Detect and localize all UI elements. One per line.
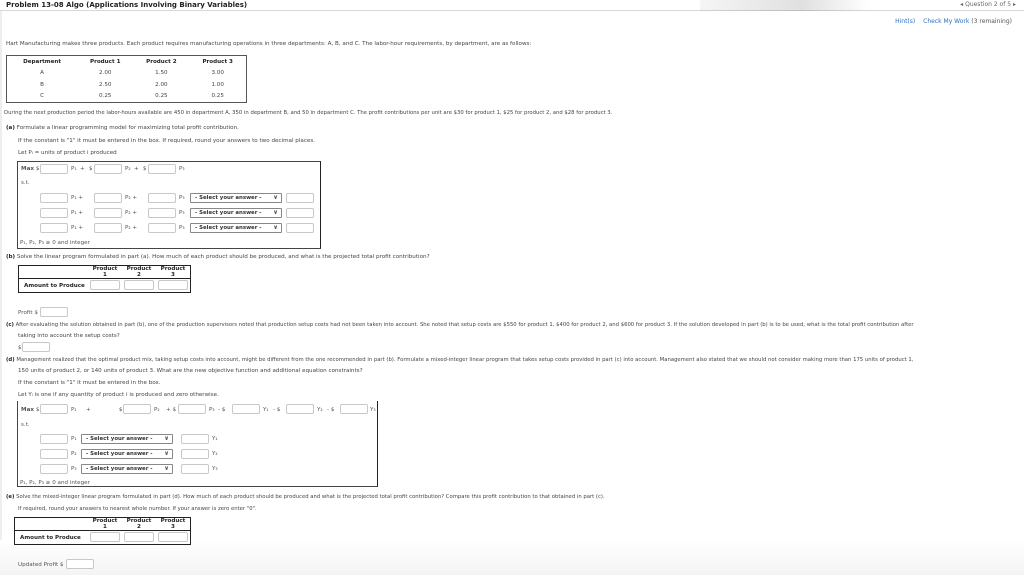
- constraint-1-relation-select[interactable]: - Select your answer - ∨: [190, 193, 282, 203]
- var-label: P₃: [179, 225, 185, 231]
- part-c-text: After evaluating the solution obtained in part (b), one of the production supervisors noted that production setup costs had not been taken into account. She noted that setup costs are $550 for product 1, $400 for product 2, and $600 for product 3. If the solution developed in part (b) is to be used, what is the total profit contribution after: [15, 322, 914, 328]
- table-row: [19, 279, 191, 293]
- d-constraint-1-y-coef[interactable]: [181, 434, 209, 444]
- header-shadow: [700, 0, 870, 11]
- constraint-3-rhs[interactable]: [286, 223, 314, 233]
- col-header: Product 3: [160, 518, 186, 530]
- chevron-down-icon: ∨: [273, 224, 278, 231]
- nonnegativity-text: P₁, P₂, P₃ ≥ 0 and integer: [20, 480, 90, 486]
- cell: 2.00: [155, 81, 168, 88]
- profit-input[interactable]: [40, 307, 68, 317]
- part-b-question: [6, 254, 430, 260]
- var-label: P₃: [179, 210, 185, 216]
- var-label: P₁ +: [71, 195, 84, 201]
- part-d-text: Management realized that the optimal product mix, taking setup costs into account, might be different from the one recommended in part (b). Formulate a mixed-integer linear program that takes setup costs provided in part (c) into account. Management also stated that we should not consider making more than 175 units of product 1,: [16, 357, 914, 363]
- col-header: Product 3: [160, 266, 186, 278]
- amount-product-2-input[interactable]: [124, 280, 154, 290]
- plus-sign: +: [86, 407, 91, 413]
- var-label: P₂ +: [125, 210, 138, 216]
- dollar-sign: $: [18, 345, 22, 351]
- max-label: Max: [21, 166, 34, 172]
- constraint-2-p2-coef[interactable]: [94, 208, 122, 218]
- obj-coef-y3-input[interactable]: [340, 404, 368, 414]
- hints-link[interactable]: Hint(s): [895, 18, 916, 25]
- minus-dollar: - $: [327, 407, 335, 413]
- var-label: Y₂: [212, 451, 218, 457]
- constraint-3-p3-coef[interactable]: [148, 223, 176, 233]
- intro-text: Hart Manufacturing makes three products. Each product requires manufacturing operations in three departments: A, B, and C. The labor-hour requirements, by department, are as follows:: [6, 41, 532, 47]
- question-navigator[interactable]: ◂ Question 2 of 5 ▸: [960, 1, 1016, 8]
- part-d-label: (d): [6, 357, 15, 363]
- cell: 0.25: [99, 93, 112, 99]
- d-constraint-3-relation-select[interactable]: - Select your answer - ∨: [81, 464, 173, 474]
- d-constraint-1-coef[interactable]: [40, 434, 68, 444]
- part-e-instruction: If required, round your answers to nearest whole number. If your answer is zero enter "0".: [18, 506, 257, 512]
- part-d-question: [6, 357, 914, 363]
- part-b-label: (b): [6, 254, 16, 260]
- var-label: Y₂: [317, 407, 323, 413]
- constraint-3-p1-coef[interactable]: [40, 223, 68, 233]
- chevron-down-icon: ∨: [273, 194, 278, 201]
- subject-to-label: s.t.: [21, 422, 30, 428]
- d-constraint-3-y-coef[interactable]: [181, 464, 209, 474]
- part-d-text-2: 150 units of product 2, or 140 units of product 3. What are the new objective function and additional equation constraints?: [18, 368, 363, 374]
- part-d-instruction: If the constant is "1" it must be entered in the box.: [18, 380, 161, 386]
- obj-coef-p3-input[interactable]: [178, 404, 206, 414]
- part-c-label: (c): [6, 322, 14, 328]
- var-label: P₃: [179, 166, 185, 172]
- constraint-2-p1-coef[interactable]: [40, 208, 68, 218]
- cell: 0.25: [211, 93, 224, 99]
- part-e-amount-table: [14, 517, 191, 545]
- var-label: P₃: [209, 407, 215, 413]
- col-header: Product 3: [202, 58, 233, 65]
- updated-profit-input[interactable]: [66, 559, 94, 569]
- row-label: Amount to Produce: [19, 279, 89, 293]
- part-e-label: (e): [6, 494, 15, 500]
- obj-coef-y2-input[interactable]: [286, 404, 314, 414]
- dollar-sign: $: [119, 407, 123, 413]
- part-a-let: Let Pᵢ = units of product i produced: [18, 150, 117, 156]
- constraint-1-p2-coef[interactable]: [94, 193, 122, 203]
- dollar-sign: $: [89, 166, 93, 172]
- part-a-model-box: [17, 161, 321, 249]
- plus-sign: +: [80, 166, 85, 172]
- empty-header: [19, 266, 89, 279]
- plus-sign: +: [134, 166, 139, 172]
- chevron-down-icon: ∨: [164, 465, 169, 472]
- part-a-question: [6, 125, 239, 131]
- cell: 1.00: [211, 81, 224, 88]
- var-label: P₁: [71, 407, 77, 413]
- d-constraint-1-relation-select[interactable]: - Select your answer - ∨: [81, 434, 173, 444]
- d-constraint-2-relation-select[interactable]: - Select your answer - ∨: [81, 449, 173, 459]
- obj-coef-p2-input[interactable]: [94, 164, 122, 174]
- plus-dollar: + $: [166, 407, 177, 413]
- constraint-2-p3-coef[interactable]: [148, 208, 176, 218]
- col-header: Product 1: [89, 58, 121, 65]
- part-c-text-2: taking into account the setup costs?: [18, 333, 120, 339]
- amount-product-3-input[interactable]: [158, 532, 188, 542]
- constraint-3-relation-select[interactable]: - Select your answer - ∨: [190, 223, 282, 233]
- left-rail: [0, 11, 2, 575]
- var-label: P₂: [125, 166, 131, 172]
- var-label: P₁: [71, 166, 77, 172]
- var-label: P₂ +: [125, 195, 138, 201]
- cell: 2.00: [99, 70, 112, 77]
- var-label: P₂: [154, 407, 160, 413]
- part-e-text: Solve the mixed-integer linear program formulated in part (d). How much of each product should be produced and what is the projected total profit contribution? Compare this profit contribution to that obtained in part (c).: [16, 494, 605, 500]
- amount-product-1-input[interactable]: [90, 280, 120, 290]
- var-label: P₁ +: [71, 225, 84, 231]
- var-label: Y₁: [263, 407, 269, 413]
- part-a-label: (a): [6, 125, 15, 131]
- dollar-sign: $: [143, 166, 147, 172]
- obj-coef-p1-input[interactable]: [40, 164, 68, 174]
- cell: 2.50: [99, 81, 112, 88]
- setup-profit-input[interactable]: [22, 342, 50, 352]
- col-header: Product 1: [92, 266, 118, 278]
- cell: 1.50: [155, 70, 168, 77]
- production-text: During the next production period the labor-hours available are 450 in department A, 350 in department B, and 50 in department C. The profit contributions per unit are $30 for product 1, $25 for product 2, and $28 for product 3.: [4, 110, 613, 116]
- var-label: P₂: [71, 451, 77, 457]
- max-label: Max: [21, 407, 34, 413]
- obj-coef-y1-input[interactable]: [232, 404, 260, 414]
- var-label: Y₁: [212, 436, 218, 442]
- chevron-down-icon: ∨: [273, 209, 278, 216]
- var-label: Y₃: [212, 466, 218, 472]
- var-label: Y₃: [370, 407, 376, 413]
- obj-coef-p3-input[interactable]: [148, 164, 176, 174]
- obj-coef-p1-input[interactable]: [40, 404, 68, 414]
- row-label: Amount to Produce: [15, 531, 89, 545]
- profit-label: Profit $: [18, 310, 38, 316]
- col-header: Product 2: [126, 266, 152, 278]
- minus-dollar: - $: [218, 407, 226, 413]
- dollar-sign: $: [36, 407, 40, 413]
- amount-product-1-input[interactable]: [90, 532, 120, 542]
- var-label: P₃: [179, 195, 185, 201]
- header-bar: [0, 0, 1024, 11]
- footer-shade: [0, 540, 1024, 575]
- table-row: [7, 79, 247, 91]
- amount-product-2-input[interactable]: [124, 532, 154, 542]
- subject-to-label: s.t.: [21, 180, 30, 186]
- table-row: [7, 68, 247, 80]
- part-e-question: [6, 494, 605, 500]
- dollar-sign: $: [36, 166, 40, 172]
- col-header: Product 2: [146, 58, 177, 65]
- constraint-1-p3-coef[interactable]: [148, 193, 176, 203]
- part-c-question: [6, 322, 914, 328]
- d-constraint-2-coef[interactable]: [40, 449, 68, 459]
- var-label: P₃: [71, 466, 77, 472]
- col-header: Department: [23, 58, 62, 65]
- empty-header: [15, 518, 89, 531]
- var-label: P₁: [71, 436, 77, 442]
- cell: C: [40, 93, 45, 99]
- hint-bar: [889, 18, 1012, 25]
- d-constraint-3-coef[interactable]: [40, 464, 68, 474]
- table-row: [15, 531, 191, 545]
- obj-coef-p2-input[interactable]: [123, 404, 151, 414]
- cell: 0.25: [155, 93, 168, 99]
- constraint-2-rhs[interactable]: [286, 208, 314, 218]
- part-b-amount-table: [18, 265, 191, 293]
- nonnegativity-text: P₁, P₂, P₃ ≥ 0 and integer: [20, 240, 90, 246]
- minus-dollar: - $: [273, 407, 281, 413]
- part-a-instruction: If the constant is "1" it must be entered in the box. If required, round your answers to two decimal places.: [18, 138, 316, 144]
- constraint-1-rhs[interactable]: [286, 193, 314, 203]
- col-header: Product 2: [126, 518, 152, 530]
- constraint-3-p2-coef[interactable]: [94, 223, 122, 233]
- chevron-down-icon: ∨: [164, 450, 169, 457]
- cell: B: [40, 81, 44, 88]
- cell: 3.00: [211, 70, 224, 77]
- col-header: Product 1: [92, 518, 118, 530]
- var-label: P₁ +: [71, 210, 84, 216]
- problem-title: Problem 13-08 Algo (Applications Involving Binary Variables): [6, 1, 248, 9]
- part-a-text: Formulate a linear programming model for maximizing total profit contribution.: [16, 125, 239, 131]
- chevron-down-icon: ∨: [164, 435, 169, 442]
- part-b-text: Solve the linear program formulated in part (a). How much of each product should be produced, and what is the projected total profit contribution?: [16, 254, 430, 260]
- remaining-count: (3 remaining): [971, 18, 1012, 25]
- updated-profit-label: Updated Profit $: [18, 562, 64, 568]
- labor-hours-table: [6, 55, 247, 103]
- cell: A: [40, 70, 44, 77]
- constraint-2-relation-select[interactable]: - Select your answer - ∨: [190, 208, 282, 218]
- d-constraint-2-y-coef[interactable]: [181, 449, 209, 459]
- check-my-work-link[interactable]: Check My Work: [923, 18, 970, 25]
- constraint-1-p1-coef[interactable]: [40, 193, 68, 203]
- var-label: P₂ +: [125, 225, 138, 231]
- table-row: [7, 91, 247, 103]
- part-d-let: Let Yᵢ is one if any quantity of product i is produced and zero otherwise.: [18, 392, 219, 398]
- amount-product-3-input[interactable]: [158, 280, 188, 290]
